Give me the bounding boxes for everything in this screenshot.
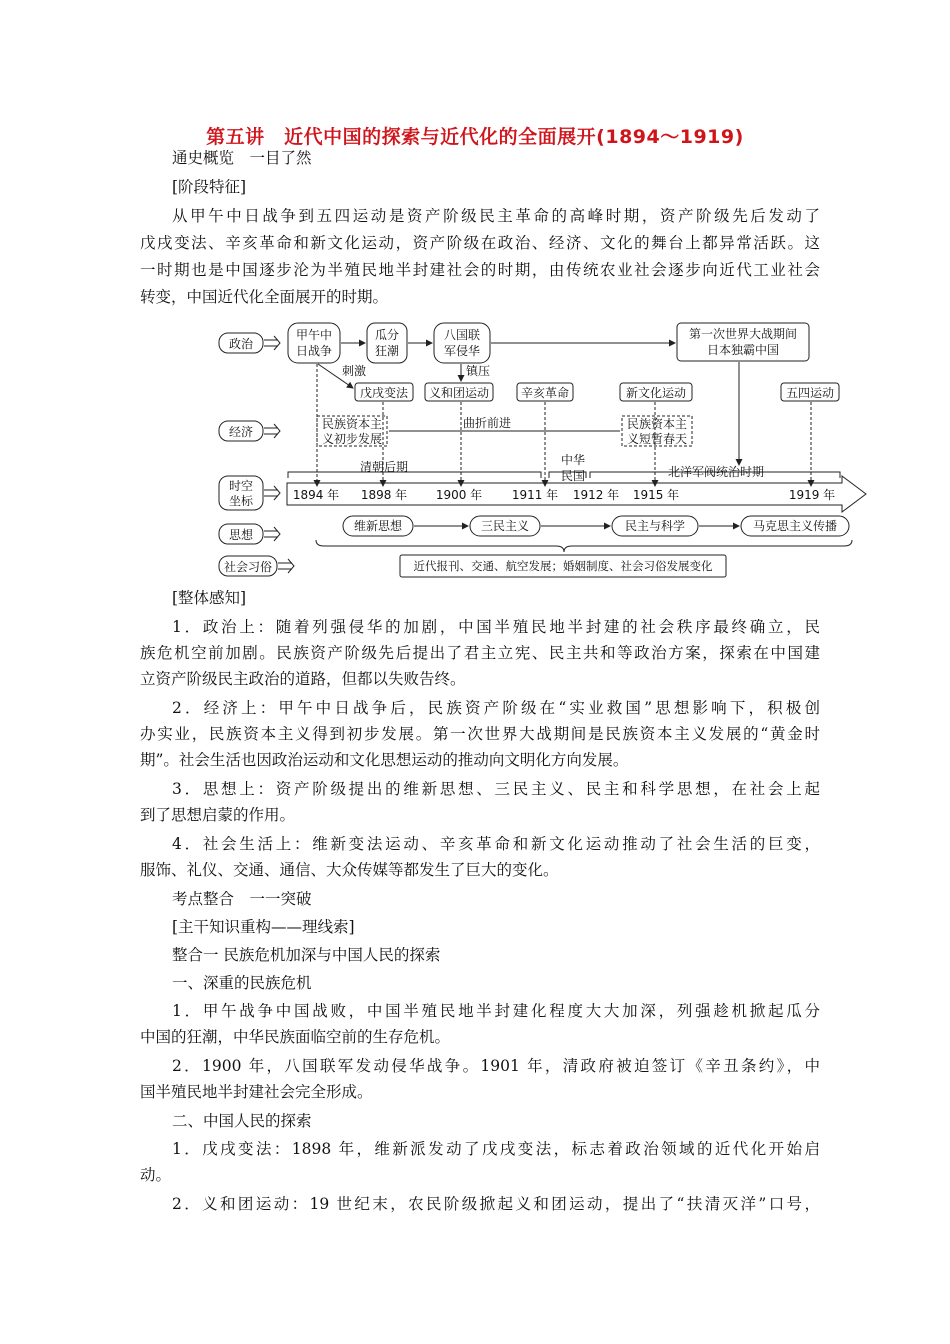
year-label: 1919 年 bbox=[788, 488, 836, 502]
label-beiyang: 北洋军阀统治时期 bbox=[667, 465, 765, 479]
year-label: 1911 年 bbox=[511, 488, 559, 502]
box-jiawu: 甲午中 bbox=[295, 328, 333, 342]
box-guafen: 狂潮 bbox=[374, 344, 400, 358]
box-wuxu: 戊戌变法 bbox=[359, 386, 409, 400]
stage-para-line: 从甲午中日战争到五四运动是资产阶级民主革命的高峰时期，资产阶级先后发动了 bbox=[172, 207, 820, 225]
label-ciji: 刺激 bbox=[341, 364, 367, 378]
row-label-politics: 政治 bbox=[228, 337, 254, 351]
box-ww1: 日本独霸中国 bbox=[706, 343, 780, 357]
box-capital2: 义短暂春天 bbox=[626, 432, 688, 446]
stage-para-line: 转变，中国近代化全面展开的时期。 bbox=[140, 288, 389, 306]
section-line: 2．1900 年，八国联军发动侵华战争。1901 年，清政府被迫签订《辛丑条约》，中 bbox=[172, 1057, 820, 1075]
section-line: 动。 bbox=[140, 1166, 172, 1184]
overall-line: 到了思想启蒙的作用。 bbox=[140, 806, 296, 824]
overall-line: 1．政治上：随着列强侵华的加剧，中国半殖民地半封建的社会秩序最终确立，民 bbox=[172, 618, 820, 636]
row-label-timeline: 时空 bbox=[228, 479, 254, 493]
thought-item: 马克思主义传播 bbox=[752, 519, 838, 533]
section-heading: 一、深重的民族危机 bbox=[172, 974, 312, 992]
overall-line: 4．社会生活上：维新变法运动、辛亥革命和新文化运动推动了社会生活的巨变， bbox=[172, 835, 820, 853]
box-baguo: 军侵华 bbox=[443, 344, 481, 358]
box-jiawu: 日战争 bbox=[295, 344, 333, 358]
thought-item: 民主与科学 bbox=[624, 519, 686, 533]
integrate-heading: 整合一 民族危机加深与中国人民的探索 bbox=[172, 946, 441, 964]
zhugan-heading: [主干知识重构——理线索] bbox=[172, 918, 355, 936]
row-label-economy: 经济 bbox=[228, 425, 254, 439]
overview-heading: 通史概览 一目了然 bbox=[172, 149, 312, 167]
overall-heading: [整体感知] bbox=[172, 589, 247, 607]
overall-line: 办实业，民族资本主义得到初步发展。第一次世界大战期间是民族资本主义发展的“黄金时 bbox=[140, 725, 820, 743]
kaodian-heading: 考点整合 一一突破 bbox=[172, 890, 312, 908]
label-zhenya: 镇压 bbox=[465, 364, 491, 378]
overall-line: 2．经济上：甲午中日战争后，民族资产阶级在“实业救国”思想影响下，积极创 bbox=[172, 699, 820, 717]
section-line: 1．甲午战争中国战败，中国半殖民地半封建化程度大大加深，列强趁机掀起瓜分 bbox=[172, 1002, 820, 1020]
overall-line: 期”。社会生活也因政治运动和文化思想运动的推动向文明化方向发展。 bbox=[140, 751, 629, 769]
stage-para-line: 一时期也是中国逐步沦为半殖民地半封建社会的时期，由传统农业社会逐步向近代工业社会 bbox=[140, 261, 820, 279]
timeline-diagram bbox=[0, 0, 950, 600]
box-xinwenhua: 新文化运动 bbox=[625, 386, 687, 400]
box-ww1: 第一次世界大战期间 bbox=[688, 327, 798, 341]
row-label-thought: 思想 bbox=[228, 528, 254, 542]
label-quzhe: 曲折前进 bbox=[462, 416, 512, 430]
box-capital2: 民族资本主 bbox=[626, 417, 688, 431]
row-label-timeline: 坐标 bbox=[228, 494, 254, 508]
stage-para-line: 戊戌变法、辛亥革命和新文化运动，资产阶级在政治、经济、文化的舞台上都异常活跃。这 bbox=[140, 234, 820, 252]
section-line: 中国的狂潮，中华民族面临空前的生存危机。 bbox=[140, 1028, 451, 1046]
label-minguo: 中华 bbox=[560, 453, 586, 467]
box-yihetuan: 义和团运动 bbox=[428, 386, 490, 400]
overall-line: 3．思想上：资产阶级提出的维新思想、三民主义、民主和科学思想，在社会上起 bbox=[172, 780, 820, 798]
box-xinhai: 辛亥革命 bbox=[520, 386, 570, 400]
label-qingmo: 清朝后期 bbox=[359, 460, 409, 474]
row-label-social: 社会习俗 bbox=[223, 560, 273, 574]
section-line: 1．戊戌变法：1898 年，维新派发动了戊戌变法，标志着政治领域的近代化开始启 bbox=[172, 1140, 820, 1158]
box-capital1: 义初步发展 bbox=[321, 432, 383, 446]
box-wusi: 五四运动 bbox=[785, 386, 835, 400]
section-line: 国半殖民地半封建社会完全形成。 bbox=[140, 1083, 373, 1101]
section-line: 2．义和团运动：19 世纪末，农民阶级掀起义和团运动，提出了“扶清灭洋”口号， bbox=[172, 1195, 820, 1213]
section-heading: 二、中国人民的探索 bbox=[172, 1112, 312, 1130]
stage-heading: [阶段特征] bbox=[172, 178, 247, 196]
overall-line: 族危机空前加剧。民族资产阶级先后提出了君主立宪、民主共和等政治方案，探索在中国建 bbox=[140, 644, 820, 662]
box-capital1: 民族资本主 bbox=[321, 417, 383, 431]
page-title: 第五讲 近代中国的探索与近代化的全面展开(1894～1919) bbox=[206, 126, 744, 148]
year-label: 1915 年 bbox=[632, 488, 680, 502]
overall-line: 立资产阶级民主政治的道路，但都以失败告终。 bbox=[140, 670, 466, 688]
social-box-text: 近代报刊、交通、航空发展；婚姻制度、社会习俗发展变化 bbox=[413, 559, 713, 573]
year-label: 1898 年 bbox=[360, 488, 408, 502]
thought-item: 维新思想 bbox=[353, 519, 403, 533]
box-baguo: 八国联 bbox=[443, 328, 481, 342]
year-label: 1900 年 bbox=[435, 488, 483, 502]
year-label: 1912 年 bbox=[572, 488, 620, 502]
box-guafen: 瓜分 bbox=[374, 328, 400, 342]
thought-item: 三民主义 bbox=[480, 519, 530, 533]
label-minguo: 民国 bbox=[560, 469, 586, 483]
overall-line: 服饰、礼仪、交通、通信、大众传媒等都发生了巨大的变化。 bbox=[140, 861, 559, 879]
year-label: 1894 年 bbox=[292, 488, 340, 502]
